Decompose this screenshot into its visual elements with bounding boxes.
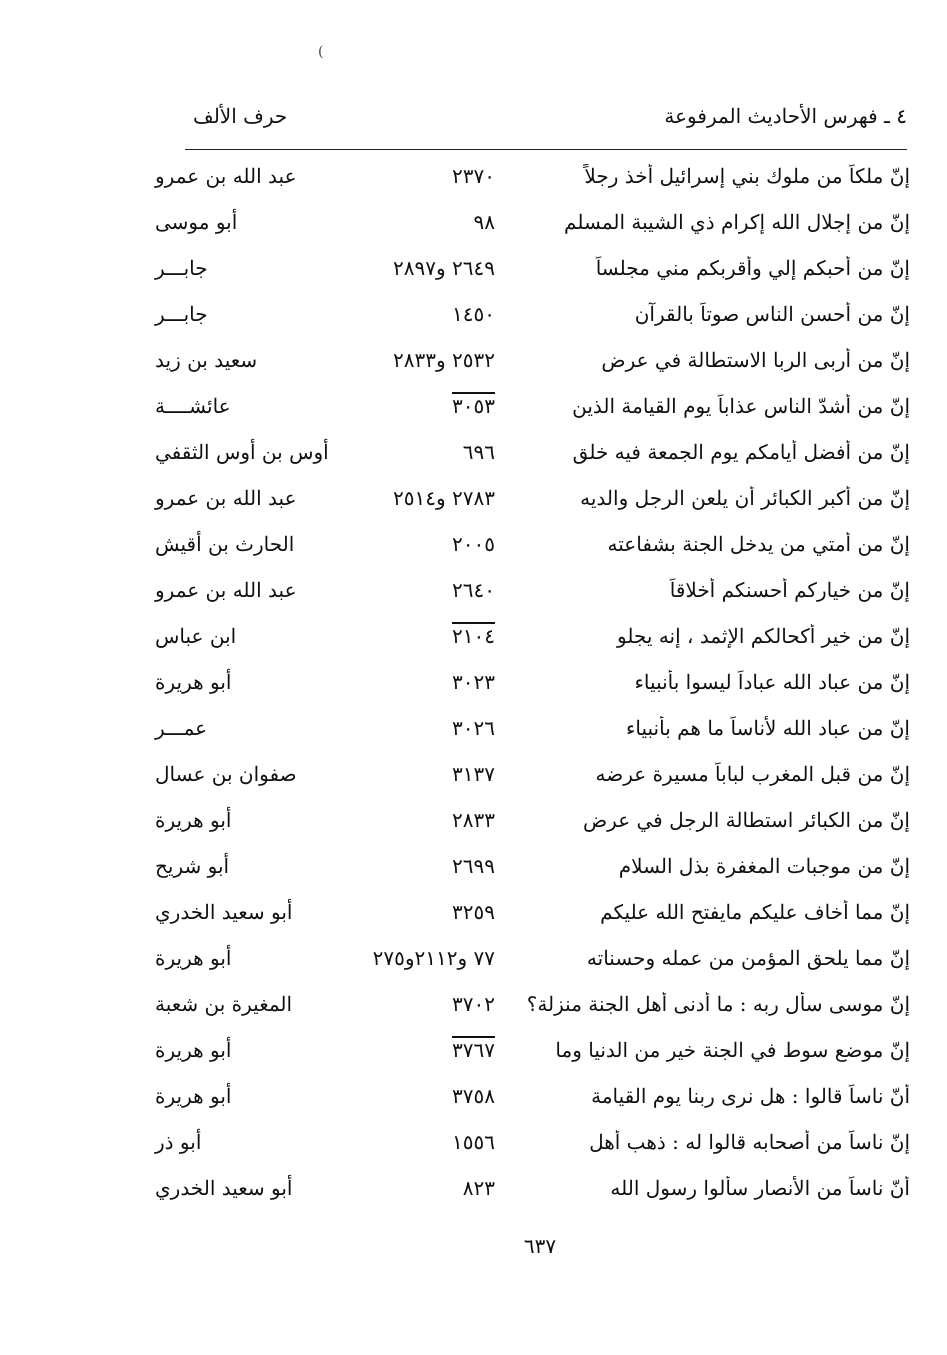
hadith-number: ٣٧٦٧: [452, 1038, 495, 1062]
hadith-number: ٢٥٣٢ و٢٨٣٣: [393, 348, 495, 372]
list-item: [150, 436, 910, 482]
hadith-text: إنّ من خياركم أحسنكم أخلاقاً: [669, 578, 910, 602]
narrator-name: أبو هريرة: [155, 1038, 232, 1062]
narrator-name: أبو هريرة: [155, 946, 232, 970]
narrator-name: أبو هريرة: [155, 1084, 232, 1108]
hadith-text: إنّ من إجلال الله إكرام ذي الشيبة المسلم: [564, 210, 910, 234]
narrator-name: أبو هريرة: [155, 670, 232, 694]
hadith-text: إنّ من قبل المغرب لباباً مسيرة عرضه: [595, 762, 910, 786]
hadith-number: ٩٨: [473, 210, 495, 234]
narrator-name: أبو هريرة: [155, 808, 232, 832]
hadith-text: إنّ من أشدّ الناس عذاباً يوم القيامة الذين: [572, 394, 910, 418]
list-item: [150, 1172, 910, 1218]
narrator-name: أبو سعيد الخدري: [155, 1176, 293, 1200]
hadith-number: ٢٦٤٩ و٢٨٩٧: [393, 256, 495, 280]
hadith-number: ٣١٣٧: [452, 762, 495, 786]
hadith-number: ٨٢٣: [462, 1176, 495, 1200]
list-item: [150, 344, 910, 390]
hadith-text: إنّ مما أخاف عليكم مايفتح الله عليكم: [600, 900, 910, 924]
letter-title: حرف الألف: [193, 104, 288, 128]
hadith-number: ٦٩٦: [462, 440, 495, 464]
list-item: [150, 206, 910, 252]
list-item: [150, 942, 910, 988]
list-item: [150, 574, 910, 620]
list-item: [150, 160, 910, 206]
header-rule: [185, 149, 907, 150]
list-item: [150, 1080, 910, 1126]
narrator-name: جابـــر: [155, 256, 208, 280]
running-header: [185, 104, 907, 144]
hadith-number: ٣٠٥٣: [452, 394, 495, 418]
hadith-number: ٢٧٨٣ و٢٥١٤: [393, 486, 495, 510]
hadith-number: ٣٧٥٨: [452, 1084, 495, 1108]
hadith-text: إنّ من خير أكحالكم الإثمد ، إنه يجلو: [617, 624, 910, 648]
hadith-number: ٢٨٣٣: [452, 808, 495, 832]
hadith-number: ٣٠٢٦: [452, 716, 495, 740]
narrator-name: عمـــر: [155, 716, 208, 740]
hadith-text: إنّ من موجبات المغفرة بذل السلام: [618, 854, 910, 878]
hadith-text: أنّ ناساً قالوا : هل نرى ربنا يوم القيامة: [591, 1084, 910, 1108]
list-item: [150, 1034, 910, 1080]
list-item: [150, 390, 910, 436]
narrator-name: أبو موسى: [155, 210, 238, 234]
scan-mark: (: [318, 44, 324, 60]
list-item: [150, 252, 910, 298]
hadith-text: إنّ من أربى الربا الاستطالة في عرض: [601, 348, 910, 372]
list-item: [150, 298, 910, 344]
list-item: [150, 482, 910, 528]
hadith-text: إنّ من الكبائر استطالة الرجل في عرض: [583, 808, 910, 832]
narrator-name: عبد الله بن عمرو: [155, 578, 297, 602]
hadith-number: ٣٠٢٣: [452, 670, 495, 694]
hadith-text: إنّ من أحسن الناس صوتاً بالقرآن: [634, 302, 910, 326]
list-item: [150, 1126, 910, 1172]
narrator-name: صفوان بن عسال: [155, 762, 297, 786]
narrator-name: أوس بن أوس الثقفي: [155, 440, 329, 464]
page-number: ٦٣٧: [523, 1234, 557, 1258]
narrator-name: سعيد بن زيد: [155, 348, 258, 372]
narrator-name: المغيرة بن شعبة: [155, 992, 293, 1016]
hadith-number: ٢١٠٤: [452, 624, 495, 648]
hadith-text: إنّ من أمتي من يدخل الجنة بشفاعته: [607, 532, 910, 556]
list-item: [150, 896, 910, 942]
narrator-name: عبد الله بن عمرو: [155, 164, 297, 188]
hadith-number: ٢٦٤٠: [452, 578, 495, 602]
hadith-number: ٢٦٩٩: [452, 854, 495, 878]
narrator-name: عبد الله بن عمرو: [155, 486, 297, 510]
list-item: [150, 712, 910, 758]
list-item: [150, 804, 910, 850]
hadith-text: إنّ من أحبكم إلي وأقربكم مني مجلساً: [595, 256, 910, 280]
list-item: [150, 666, 910, 712]
section-title: ٤ ـ فهرس الأحاديث المرفوعة: [664, 104, 907, 128]
hadith-text: إنّ ملكاً من ملوك بني إسرائيل أخذ رجلاً: [584, 164, 910, 188]
narrator-name: ابن عباس: [155, 624, 237, 648]
hadith-index-list: [150, 160, 910, 1218]
hadith-number: ١٤٥٠: [452, 302, 495, 326]
hadith-text: إنّ من عباد الله عباداً ليسوا بأنبياء: [634, 670, 910, 694]
narrator-name: أبو سعيد الخدري: [155, 900, 293, 924]
hadith-text: أنّ ناساً من الأنصار سألوا رسول الله: [610, 1176, 910, 1200]
list-item: [150, 988, 910, 1034]
hadith-number: ٣٢٥٩: [452, 900, 495, 924]
hadith-text: إنّ من أفضل أيامكم يوم الجمعة فيه خلق: [572, 440, 910, 464]
hadith-number: ٣٧٠٢: [452, 992, 495, 1016]
hadith-text: إنّ من عباد الله لأناساً ما هم بأنبياء: [625, 716, 910, 740]
list-item: [150, 758, 910, 804]
hadith-number: ٢٣٧٠: [452, 164, 495, 188]
list-item: [150, 620, 910, 666]
hadith-text: إنّ موسى سأل ربه : ما أدنى أهل الجنة منزلة؟: [526, 992, 910, 1016]
list-item: [150, 850, 910, 896]
hadith-text: إنّ مما يلحق المؤمن من عمله وحسناته: [586, 946, 910, 970]
hadith-number: ٧٧ و٢١١٢و٢٧٥: [372, 946, 495, 970]
narrator-name: أبو شريح: [155, 854, 230, 878]
hadith-text: إنّ ناساً من أصحابه قالوا له : ذهب أهل: [589, 1130, 910, 1154]
narrator-name: جابـــر: [155, 302, 208, 326]
hadith-text: إنّ من أكبر الكبائر أن يلعن الرجل والديه: [580, 486, 910, 510]
narrator-name: عائشــــة: [155, 394, 231, 418]
hadith-text: إنّ موضع سوط في الجنة خير من الدنيا وما: [555, 1038, 910, 1062]
narrator-name: أبو ذر: [155, 1130, 202, 1154]
hadith-number: ١٥٥٦: [452, 1130, 495, 1154]
hadith-number: ٢٠٠٥: [452, 532, 495, 556]
list-item: [150, 528, 910, 574]
narrator-name: الحارث بن أقيش: [155, 532, 295, 556]
